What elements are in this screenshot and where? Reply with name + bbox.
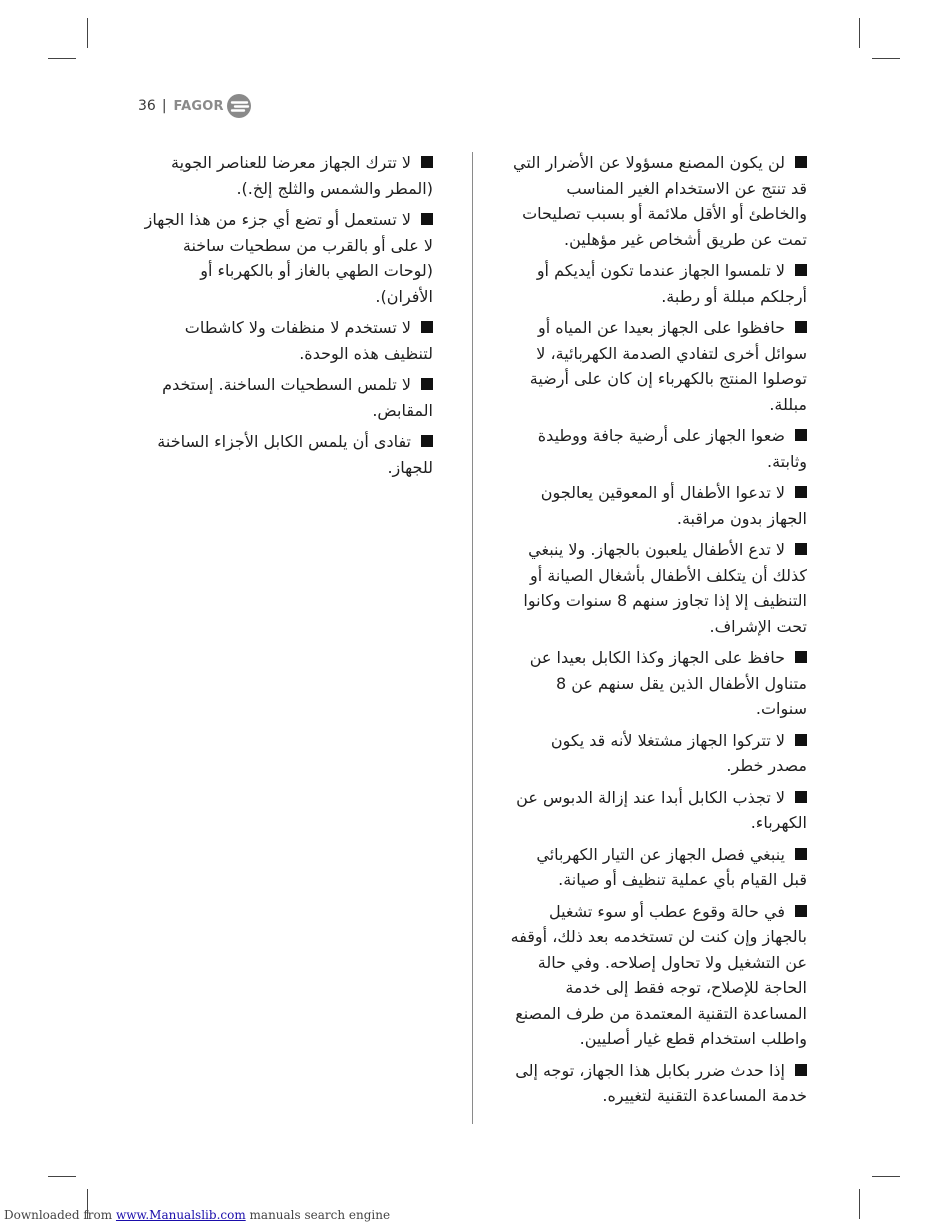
square-bullet-icon [421,213,433,225]
square-bullet-icon [421,156,433,168]
safety-instruction-item [510,1058,807,1109]
square-bullet-icon [795,1064,807,1076]
brand-logo-text: FAGOR [173,98,224,114]
square-bullet-icon [795,429,807,441]
safety-instruction-item [510,315,807,417]
safety-instruction-item [140,207,433,309]
header-separator: | [161,98,167,114]
square-bullet-icon [795,156,807,168]
safety-instruction-item [510,423,807,474]
safety-instruction-text: تفادى أن يلمس الكابل الأجزاء الساخنة للجهاز. [157,432,433,477]
square-bullet-icon [795,791,807,803]
crop-mark [872,58,900,59]
download-footer [4,1208,390,1222]
safety-instruction-text: لا تتركوا الجهاز مشتغلا لأنه قد يكون مصدر خطر. [550,730,807,775]
footer-prefix: Downloaded from [4,1208,113,1222]
square-bullet-icon [795,543,807,555]
safety-instruction-item [140,150,433,201]
footer-suffix: manuals search engine [249,1208,391,1222]
safety-instruction-text: لا تدعوا الأطفال أو المعوقين يعالجون الجهاز بدون مراقبة. [540,483,807,528]
safety-instruction-item [140,429,433,480]
safety-instruction-item [510,842,807,893]
safety-instruction-item [510,258,807,309]
safety-instruction-item [510,645,807,722]
square-bullet-icon [795,264,807,276]
safety-instruction-text: لن يكون المصنع مسؤولا عن الأضرار التي قد تنتج عن الاستخدام الغير المناسب والخاطئ أو الأقل ملائمة أو بسبب تصليحات تمت عن طريق أشخاص غير مؤهلين. [513,153,807,249]
safety-instruction-text: ضعوا الجهاز على أرضية جافة ووطيدة وثابتة. [537,426,807,471]
safety-instruction-text: لا تستخدم لا منظفات ولا كاشطات لتنظيف هذه الوحدة. [184,318,433,363]
safety-instruction-text: حافظوا على الجهاز بعيدا عن المياه أو سوائل أخرى لتفادي الصدمة الكهربائية، لا توصلوا المنتج بالكهرباء إن كان على أرضية مبللة. [529,318,807,414]
square-bullet-icon [795,734,807,746]
brand-logo-icon [226,93,252,119]
safety-instruction-item [140,372,433,423]
safety-instruction-text: لا تلمسوا الجهاز عندما تكون أيديكم أو أرجلكم مبللة أو رطبة. [536,261,807,306]
page-number: 36 [138,98,156,114]
safety-list-left-column [140,150,433,486]
square-bullet-icon [795,651,807,663]
safety-instruction-item [140,315,433,366]
safety-instruction-text: ينبغي فصل الجهاز عن التيار الكهربائي قبل القيام بأي عملية تنظيف أو صيانة. [536,844,807,889]
safety-instruction-text: إذا حدث ضرر بكابل هذا الجهاز، توجه إلى خدمة المساعدة التقنية لتغييره. [515,1060,807,1105]
safety-instruction-text: لا تلمس السطحيات الساخنة. إستخدم المقابض. [162,375,433,420]
safety-instruction-item [510,150,807,252]
square-bullet-icon [795,905,807,917]
safety-instruction-item [510,480,807,531]
safety-instruction-text: لا تجذب الكابل أبدا عند إزالة الدبوس عن الكهرباء. [516,787,807,832]
page-header [138,94,252,118]
square-bullet-icon [795,848,807,860]
manualslib-link[interactable]: www.Manualslib.com [115,1208,246,1222]
safety-instruction-item [510,728,807,779]
crop-mark [859,18,860,48]
crop-mark [48,1176,76,1177]
safety-instruction-item [510,785,807,836]
safety-instruction-text: لا تستعمل أو تضع أي جزء من هذا الجهاز لا على أو بالقرب من سطحيات ساخنة (لوحات الطهي بالغاز أو بالكهرباء أو الأفران). [144,210,433,306]
safety-instruction-text: في حالة وقوع عطب أو سوء تشغيل بالجهاز وإن كنت لن تستخدمه بعد ذلك، أوقفه عن التشغيل ولا تحاول إصلاحه. وفي حالة الحاجة للإصلاح، توجه فقط إلى خدمة المساعدة التقنية المعتمدة من طرف المصنع واطلب استخدام قطع غيار أصليين. [510,901,807,1048]
safety-instruction-item [510,537,807,639]
safety-instruction-text: حافظ على الجهاز وكذا الكابل بعيدا عن متناول الأطفال الذين يقل سنهم عن 8 سنوات. [529,648,807,718]
square-bullet-icon [795,486,807,498]
crop-mark [87,18,88,48]
square-bullet-icon [421,435,433,447]
square-bullet-icon [421,321,433,333]
safety-instruction-text: لا تترك الجهاز معرضا للعناصر الجوية (المطر والشمس والثلج إلخ.). [170,153,433,198]
safety-instruction-text: لا تدع الأطفال يلعبون بالجهاز. ولا ينبغي كذلك أن يتكلف الأطفال بأشغال الصيانة أو التنظيف إلا إذا تجاوز سنهم 8 سنوات وكانوا تحت الإشراف. [523,540,807,636]
crop-mark [859,1189,860,1219]
safety-list-right-column [510,150,807,1115]
column-divider [472,152,473,1124]
crop-mark [48,58,76,59]
square-bullet-icon [795,321,807,333]
crop-mark [872,1176,900,1177]
square-bullet-icon [421,378,433,390]
safety-instruction-item [510,899,807,1052]
